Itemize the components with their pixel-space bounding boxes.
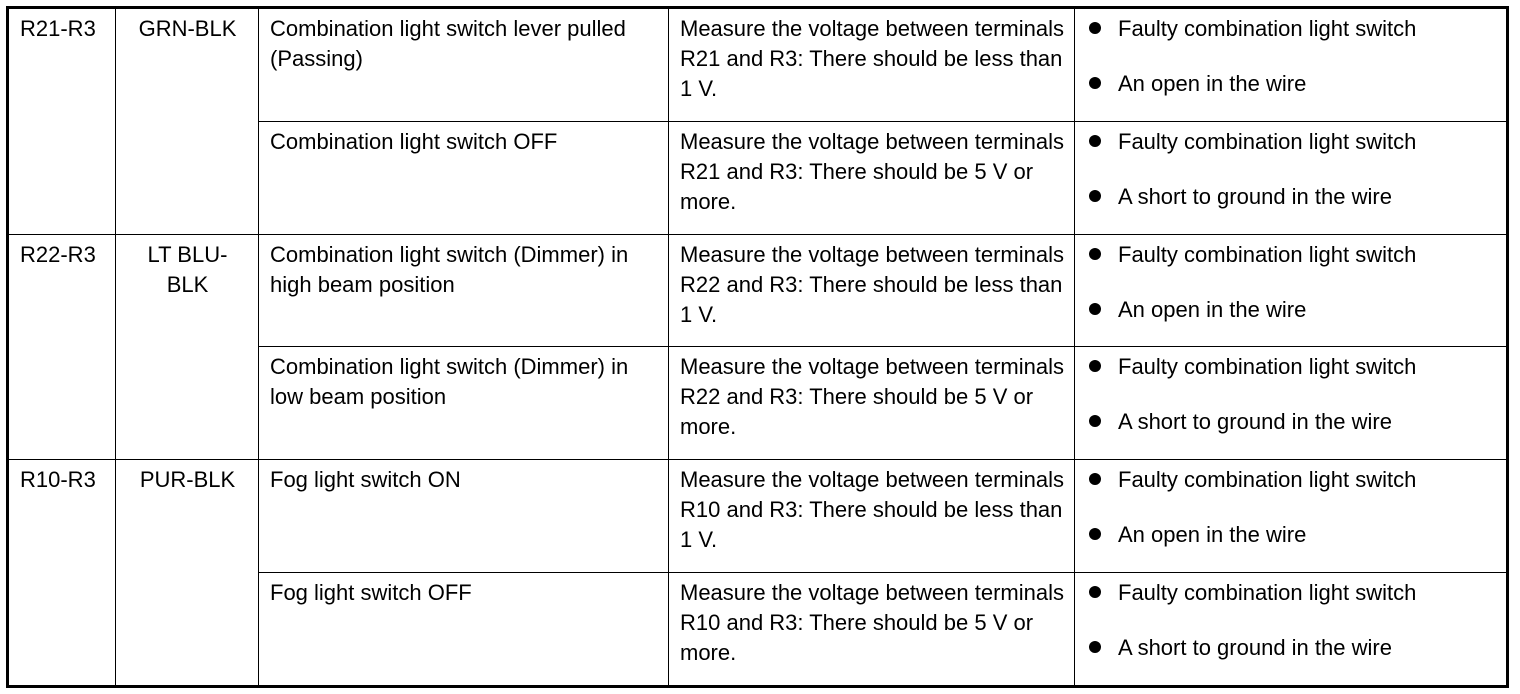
test-cell: Measure the voltage between terminals R10 and R3: There should be less than 1 V. [669, 460, 1075, 573]
wire-color-cell: PUR-BLK [116, 460, 259, 687]
cause-text: Faulty combination light switch [1118, 467, 1417, 493]
cause-text: A short to ground in the wire [1118, 635, 1392, 660]
causes-list [1086, 127, 1496, 212]
bullet-icon [1089, 586, 1101, 598]
condition-cell: Combination light switch (Dimmer) in high beam position [259, 234, 669, 347]
cause-text: An open in the wire [1118, 296, 1307, 322]
cause-item [1086, 465, 1496, 495]
cause-item [1086, 69, 1496, 99]
condition-cell: Combination light switch (Dimmer) in low beam position [259, 347, 669, 460]
causes-list [1086, 14, 1496, 99]
cause-text: Faulty combination light switch [1118, 354, 1417, 380]
terminals-cell: R10-R3 [8, 460, 116, 687]
bullet-icon [1089, 248, 1101, 260]
cause-item [1086, 127, 1496, 157]
cause-text: An open in the wire [1118, 522, 1307, 548]
diagnostic-table [6, 6, 1509, 688]
bullet-icon [1089, 303, 1101, 315]
causes-list [1086, 465, 1496, 550]
bullet-icon [1089, 135, 1101, 147]
bullet-icon [1089, 77, 1101, 89]
causes-cell [1075, 460, 1508, 573]
test-cell: Measure the voltage between terminals R22 and R3: There should be 5 V or more. [669, 347, 1075, 460]
cause-item [1086, 14, 1496, 44]
test-cell: Measure the voltage between terminals R21 and R3: There should be less than 1 V. [669, 8, 1075, 122]
table-row [8, 460, 1508, 573]
causes-cell [1075, 234, 1508, 347]
cause-item [1086, 295, 1496, 325]
cause-item [1086, 352, 1496, 382]
causes-cell [1075, 121, 1508, 234]
cause-item [1086, 633, 1496, 663]
causes-cell [1075, 573, 1508, 687]
cause-text: Faulty combination light switch [1118, 580, 1417, 605]
condition-cell: Combination light switch OFF [259, 121, 669, 234]
table-row [8, 8, 1508, 122]
condition-cell: Combination light switch lever pulled (Passing) [259, 8, 669, 122]
causes-list [1086, 578, 1496, 663]
wire-color-cell: GRN-BLK [116, 8, 259, 235]
bullet-icon [1089, 641, 1101, 653]
test-cell: Measure the voltage between terminals R22 and R3: There should be less than 1 V. [669, 234, 1075, 347]
cause-item [1086, 520, 1496, 550]
condition-cell: Fog light switch ON [259, 460, 669, 573]
causes-cell [1075, 8, 1508, 122]
test-cell: Measure the voltage between terminals R21 and R3: There should be 5 V or more. [669, 121, 1075, 234]
cause-item [1086, 240, 1496, 270]
cause-text: Faulty combination light switch [1118, 16, 1417, 41]
cause-item [1086, 407, 1496, 437]
cause-item [1086, 182, 1496, 212]
terminals-cell: R22-R3 [8, 234, 116, 460]
table-row [8, 234, 1508, 347]
condition-cell: Fog light switch OFF [259, 573, 669, 687]
cause-text: A short to ground in the wire [1118, 183, 1392, 209]
cause-text: A short to ground in the wire [1118, 409, 1392, 435]
bullet-icon [1089, 528, 1101, 540]
bullet-icon [1089, 190, 1101, 202]
causes-list [1086, 352, 1496, 437]
cause-text: Faulty combination light switch [1118, 241, 1417, 267]
bullet-icon [1089, 22, 1101, 34]
terminals-cell: R21-R3 [8, 8, 116, 235]
bullet-icon [1089, 360, 1101, 372]
causes-list [1086, 240, 1496, 325]
cause-text: Faulty combination light switch [1118, 128, 1417, 154]
causes-cell [1075, 347, 1508, 460]
wire-color-cell: LT BLU-BLK [116, 234, 259, 460]
cause-item [1086, 578, 1496, 608]
cause-text: An open in the wire [1118, 71, 1307, 96]
bullet-icon [1089, 415, 1101, 427]
test-cell: Measure the voltage between terminals R10 and R3: There should be 5 V or more. [669, 573, 1075, 687]
bullet-icon [1089, 473, 1101, 485]
